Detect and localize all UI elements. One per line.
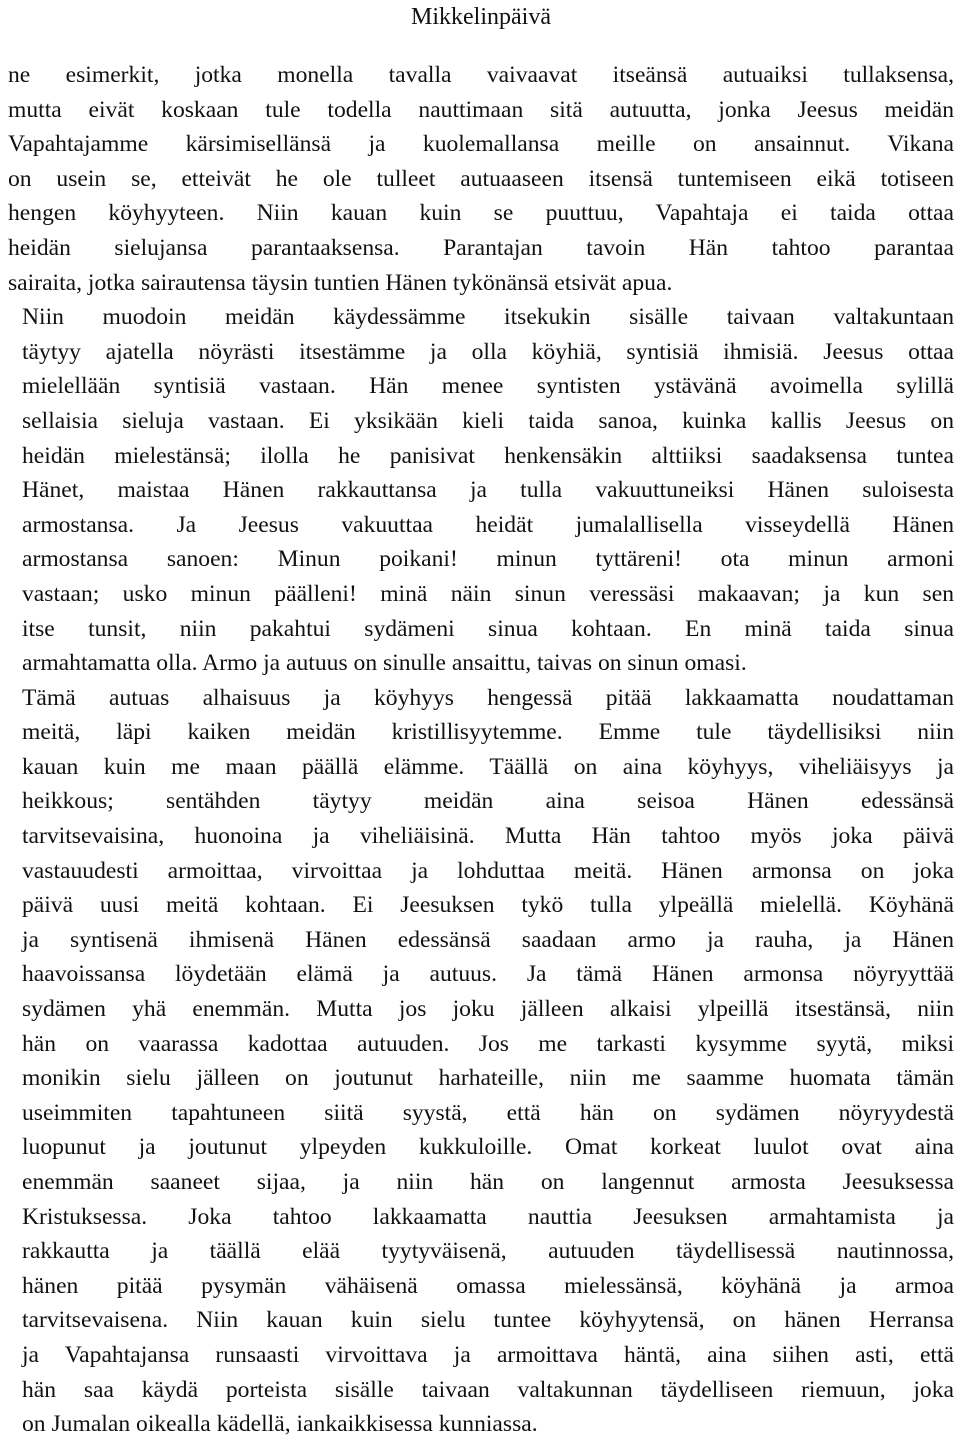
text-line: itse tunsit, niin pakahtui sydämeni sinua kohtaan. En minä taida sinua [22, 615, 954, 642]
text-line: vastauudesti armoittaa, virvoittaa ja lohduttaa meitä. Hänen armonsa on joka [22, 857, 954, 884]
text-line: armostansa sanoen: Minun poikani! minun tyttäreni! ota minun armoni [22, 546, 954, 573]
text-line: tarvitsevaisena. Niin kauan kuin sielu tuntee köyhyytensä, on hänen Herransa [22, 1307, 954, 1334]
page-title: Mikkelinpäivä [411, 4, 551, 30]
text-line: sydämen yhä enemmän. Mutta jos joku jälleen alkaisi ylpeillä itsestänsä, niin [22, 996, 954, 1023]
text-line: luopunut ja joutunut ylpeyden kukkuloille. Omat korkeat luulot ovat aina [22, 1134, 954, 1161]
text-line: rakkautta ja täällä elää tyytyväisenä, autuuden täydellisessä nautinnossa, [22, 1238, 954, 1265]
text-line: vastaan; usko minun päälleni! minä näin sinun veressäsi makaavan; ja kun sen [22, 580, 954, 607]
text-line: päivä uusi meitä kohtaan. Ei Jeesuksen tykö tulla ylpeällä mielellä. Köyhänä [22, 892, 954, 919]
text-line: heidän sielujansa parantaaksensa. Parantajan tavoin Hän tahtoo parantaa [8, 234, 954, 261]
text-line: sairaita, jotka sairautensa täysin tuntien Hänen tykönänsä etsivät apua. [8, 269, 673, 296]
text-line: hengen köyhyyteen. Niin kauan kuin se puuttuu, Vapahtaja ei taida ottaa [8, 200, 954, 227]
text-line: hän saa käydä porteista sisälle taivaan valtakunnan täydelliseen riemuun, joka [22, 1376, 954, 1403]
text-line: ne esimerkit, jotka monella tavalla vaivaavat itseänsä autuaiksi tullaksensa, [8, 62, 954, 88]
text-line: mutta eivät koskaan tule todella nauttimaan sitä autuutta, jonka Jeesus meidän [8, 96, 954, 123]
text-line: ja syntisenä ihmisenä Hänen edessänsä saadaan armo ja rauha, ja Hänen [22, 926, 954, 953]
text-line: mielellään syntisiä vastaan. Hän menee syntisten ystävänä avoimella sylillä [22, 373, 954, 400]
text-line: armahtamatta olla. Armo ja autuus on sinulle ansaittu, taivas on sinun omasi. [22, 650, 747, 677]
text-line: Niin muodoin meidän käydessämme itsekukin sisälle taivaan valtakuntaan [22, 304, 954, 331]
text-line: Tämä autuas alhaisuus ja köyhyys hengessä pitää lakkaamatta noudattaman [22, 684, 954, 711]
text-line: hän on vaarassa kadottaa autuuden. Jos me tarkasti kysymme syytä, miksi [22, 1030, 954, 1057]
text-line: on usein se, etteivät he ole tulleet autuaaseen itsensä tuntemiseen eikä totiseen [8, 165, 954, 192]
text-line: armostansa. Ja Jeesus vakuuttaa heidät jumalallisella visseydellä Hänen [22, 511, 954, 538]
text-line: Kristuksessa. Joka tahtoo lakkaamatta nauttia Jeesuksen armahtamista ja [22, 1203, 954, 1230]
document-page [8, 0, 954, 1442]
text-line: kauan kuin me maan päällä elämme. Täällä on aina köyhyys, viheliäisyys ja [22, 753, 954, 780]
text-line: useimmiten tapahtuneen siitä syystä, että hän on sydämen nöyryydestä [22, 1099, 954, 1126]
text-line: tarvitsevaisina, huonoina ja viheliäisinä. Mutta Hän tahtoo myös joka päivä [22, 823, 954, 850]
text-line: sellaisia sieluja vastaan. Ei yksikään kieli taida sanoa, kuinka kallis Jeesus on [22, 407, 954, 434]
paragraph-1 [8, 58, 954, 300]
text-line: on Jumalan oikealla kädellä, iankaikkisessa kunniassa. [22, 1411, 538, 1438]
text-line: monikin sielu jälleen on joutunut harhateille, niin me saamme huomata tämän [22, 1065, 954, 1092]
text-line: enemmän saaneet sijaa, ja niin hän on langennut armosta Jeesuksessa [22, 1169, 954, 1195]
paragraph-3 [8, 681, 954, 1442]
text-line: hänen pitää pysymän vähäisenä omassa mielessänsä, köyhänä ja armoa [22, 1272, 954, 1299]
text-line: Vapahtajamme kärsimisellänsä ja kuolemallansa meille on ansainnut. Vikana [8, 131, 954, 158]
text-line: heikkous; sentähden täytyy meidän aina seisoa Hänen edessänsä [22, 788, 954, 815]
paragraph-2 [8, 300, 954, 681]
text-line: Hänet, maistaa Hänen rakkauttansa ja tulla vakuuttuneiksi Hänen suloisesta [22, 477, 954, 504]
text-line: heidän mielestänsä; ilolla he panisivat henkensäkin alttiiksi saadaksensa tuntea [22, 442, 954, 469]
text-line: täytyy ajatella nöyrästi itsestämme ja olla köyhiä, syntisiä ihmisiä. Jeesus ottaa [22, 338, 954, 365]
text-line: ja Vapahtajansa runsaasti virvoittava ja armoittava häntä, aina siihen asti, että [22, 1341, 954, 1368]
text-line: haavoissansa löydetään elämä ja autuus. Ja tämä Hänen armonsa nöyryyttää [22, 961, 954, 988]
text-line: meitä, läpi kaiken meidän kristillisyytemme. Emme tule täydellisiksi niin [22, 719, 954, 746]
